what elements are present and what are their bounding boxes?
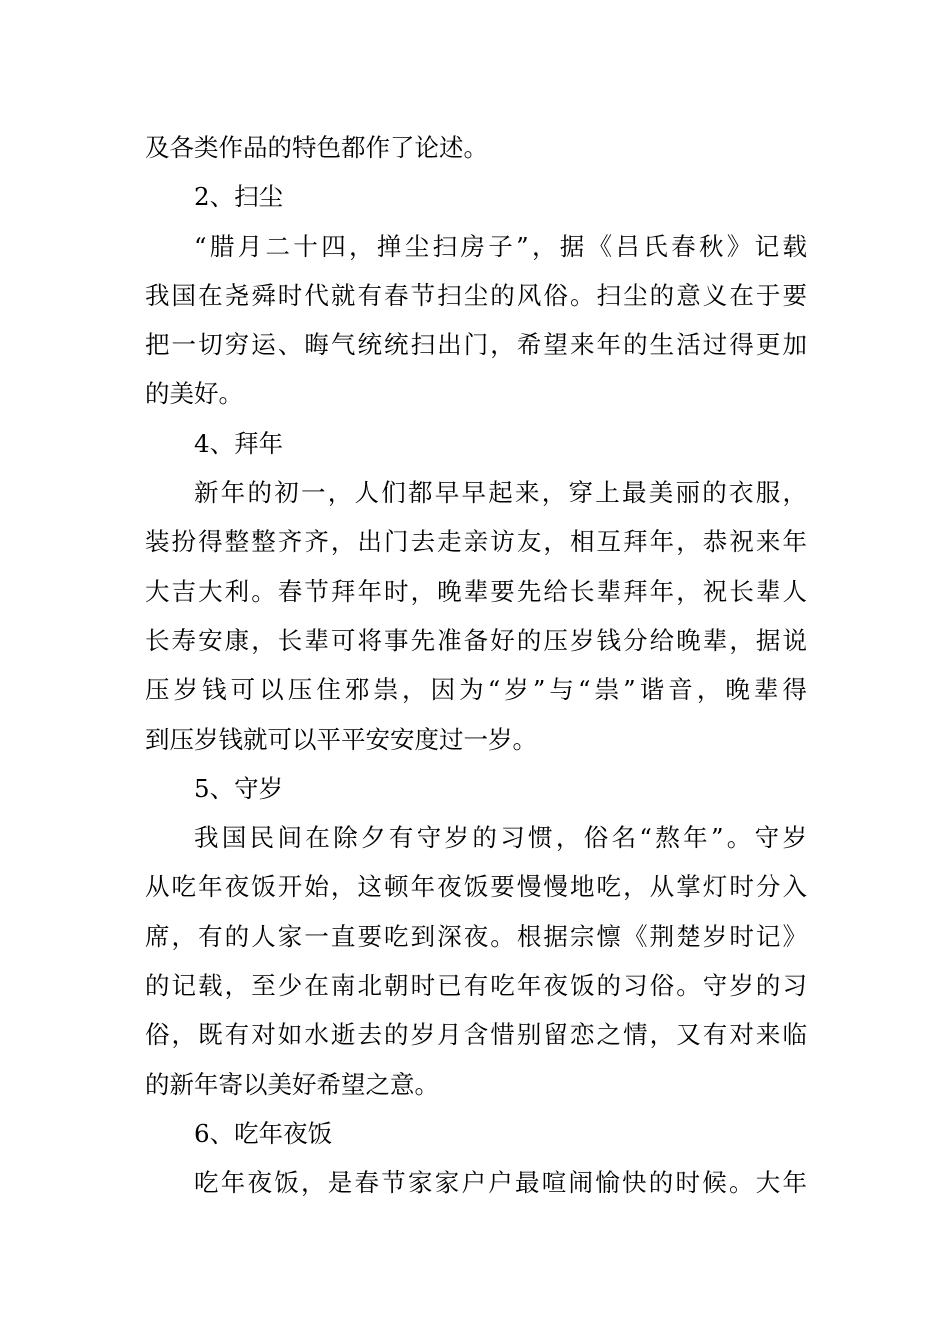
paragraph-line: 吃年夜饭，是春节家家户户最喧闹愉快的时候。大年 (194, 1168, 807, 1198)
paragraph-line: 到压岁钱就可以平平安安度过一岁。 (145, 724, 537, 754)
paragraph-line: 压岁钱可以压住邪祟，因为“岁”与“祟”谐音，晚辈得 (145, 675, 807, 705)
paragraph-line: 长寿安康，长辈可将事先准备好的压岁钱分给晚辈，据说 (145, 625, 807, 655)
paragraph-line: “腊月二十四，掸尘扫房子”，据《吕氏春秋》记载 (194, 231, 807, 261)
paragraph-line: 俗，既有对如水逝去的岁月含惜别留恋之情，又有对来临 (145, 1020, 807, 1050)
paragraph-line: 我国在尧舜时代就有春节扫尘的风俗。扫尘的意义在于要 (145, 280, 807, 310)
paragraph-line: 装扮得整整齐齐，出门去走亲访友，相互拜年，恭祝来年 (145, 527, 807, 557)
paragraph-line: 席，有的人家一直要吃到深夜。根据宗懔《荆楚岁时记》 (145, 921, 807, 951)
paragraph-line: 新年的初一，人们都早早起来，穿上最美丽的衣服， (194, 478, 807, 508)
paragraph-line: 及各类作品的特色都作了论述。 (145, 133, 488, 162)
paragraph-line: 大吉大利。春节拜年时，晚辈要先给长辈拜年，祝长辈人 (145, 576, 807, 606)
section-heading: 5、守岁 (194, 773, 284, 803)
paragraph-line: 的记载，至少在南北朝时已有吃年夜饭的习俗。守岁的习 (145, 971, 807, 1001)
section-heading: 4、拜年 (194, 428, 284, 458)
section-heading: 6、吃年夜饭 (194, 1118, 333, 1148)
document-body (145, 123, 807, 1208)
section-heading: 2、扫尘 (194, 182, 284, 212)
paragraph-line: 的新年寄以美好希望之意。 (145, 1069, 439, 1099)
paragraph-line: 从吃年夜饭开始，这顿年夜饭要慢慢地吃，从掌灯时分入 (145, 872, 807, 902)
paragraph-line: 的美好。 (145, 379, 243, 409)
paragraph-line: 我国民间在除夕有守岁的习惯，俗名“熬年”。守岁 (194, 823, 807, 853)
paragraph-line: 把一切穷运、晦气统统扫出门，希望来年的生活过得更加 (145, 330, 807, 360)
